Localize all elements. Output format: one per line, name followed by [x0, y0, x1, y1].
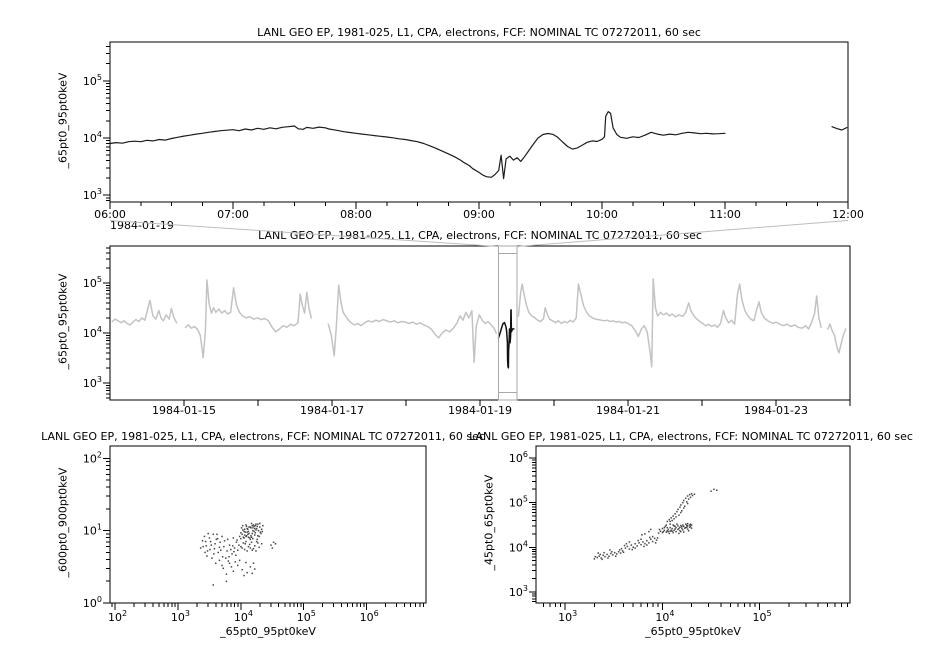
svg-text:1984-01-17: 1984-01-17: [300, 404, 364, 417]
top-x-axis-context-date: 1984-01-19: [110, 219, 174, 232]
svg-text:104: $10^4$: [82, 325, 102, 340]
scatter_left-plot-area[interactable]: [110, 446, 426, 603]
svg-text:105: $10^5$: [508, 494, 528, 510]
svg-text:106: $10^6$: [359, 609, 379, 624]
top-x-ticks: [94, 202, 864, 221]
overview-y-ticks: [83, 248, 110, 398]
zoom-region-box[interactable]: [499, 246, 518, 400]
overview-series-line-5: [828, 324, 846, 353]
scatter_right-x-ticks: [544, 603, 848, 624]
overview-series-line-1: [186, 280, 312, 358]
top-plot-title: LANL GEO EP, 1981-025, L1, CPA, electrons, FCF: NOMINAL TC 07272011, 60 sec: [257, 26, 701, 39]
top-y-axis-label: _65pt0_95pt0keV: [56, 72, 70, 169]
scatter_right-plot-area[interactable]: [536, 446, 850, 603]
svg-text:106: $10^6$: [508, 450, 528, 466]
overview-y-axis-label: _65pt0_95pt0keV: [56, 273, 70, 370]
svg-text:102: $10^2$: [82, 450, 102, 466]
scatter_right-y-ticks: [509, 450, 536, 602]
svg-text:104: $10^4$: [655, 609, 675, 624]
svg-text:102: $10^2$: [108, 609, 128, 624]
scatter-left-x-axis-label: _65pt0_95pt0keV: [220, 625, 316, 638]
scatter-left-y-axis-label: _600pt0_900pt0keV: [56, 467, 70, 578]
svg-text:104: $10^4$: [233, 609, 253, 624]
svg-text:10:00: 10:00: [586, 208, 618, 221]
overview-series-line-2: [328, 285, 496, 362]
svg-text:08:00: 08:00: [340, 208, 372, 221]
overview-x-ticks: [152, 400, 850, 417]
connector-line-right: [517, 221, 848, 247]
scatter-right-title: LANL GEO EP, 1981-025, L1, CPA, electrons, FCF: NOMINAL TC 07272011, 60 sec: [469, 430, 913, 443]
connector-line-left: [110, 221, 499, 247]
svg-text:06:00: 06:00: [94, 208, 126, 221]
svg-text:1984-01-23: 1984-01-23: [744, 404, 808, 417]
scatter-right-x-axis-label: _65pt0_95pt0keV: [645, 625, 741, 638]
scatter_left-points: [200, 523, 276, 586]
svg-text:100: $10^0$: [82, 595, 102, 610]
svg-text:104: $10^4$: [508, 539, 528, 555]
svg-text:07:00: 07:00: [217, 208, 249, 221]
svg-text:103: $10^3$: [82, 187, 102, 203]
zoom-box-rect[interactable]: [499, 246, 518, 400]
top-series-line-0: [110, 112, 725, 179]
overview-highlighted-line: [499, 310, 514, 368]
overview-plot-area[interactable]: [110, 246, 850, 400]
svg-text:101: $10^1$: [82, 522, 102, 538]
zoom-connectors: [110, 221, 848, 247]
svg-text:1984-01-19: 1984-01-19: [448, 404, 512, 417]
top-series-line-1: [832, 127, 847, 130]
scatter_right-points: [594, 489, 718, 560]
top-timeseries-plot-area[interactable]: [110, 42, 848, 202]
scatter_left-y-ticks: [83, 450, 110, 610]
overview-series-line-0: [112, 300, 176, 325]
svg-text:104: $10^4$: [82, 130, 102, 146]
svg-text:12:00: 12:00: [832, 208, 864, 221]
overview-series: [112, 279, 845, 368]
svg-text:103: $10^3$: [82, 375, 102, 390]
top-series: [110, 112, 847, 179]
svg-text:105: $10^5$: [752, 609, 772, 624]
svg-text:105: $10^5$: [296, 609, 316, 624]
svg-text:1984-01-21: 1984-01-21: [596, 404, 660, 417]
svg-text:105: $10^5$: [82, 275, 102, 290]
overview-series-line-4: [519, 279, 822, 367]
svg-text:09:00: 09:00: [463, 208, 495, 221]
svg-text:103: $10^3$: [558, 609, 578, 624]
overview-plot-title: LANL GEO EP, 1981-025, L1, CPA, electrons, FCF: NOMINAL TC 07272011, 60 sec: [258, 229, 702, 242]
scatter_left-x-ticks: [108, 603, 423, 624]
svg-text:103: $10^3$: [508, 583, 528, 599]
svg-text:1984-01-15: 1984-01-15: [152, 404, 216, 417]
svg-text:103: $10^3$: [170, 609, 191, 624]
scatter-right-y-axis-label: _45pt0_65pt0keV: [482, 474, 496, 571]
svg-text:11:00: 11:00: [709, 208, 741, 221]
scatter-left-title: LANL GEO EP, 1981-025, L1, CPA, electrons, FCF: NOMINAL TC 07272011, 60 sec: [41, 430, 485, 443]
svg-text:105: $10^5$: [82, 72, 102, 88]
top-y-ticks: [83, 46, 110, 202]
